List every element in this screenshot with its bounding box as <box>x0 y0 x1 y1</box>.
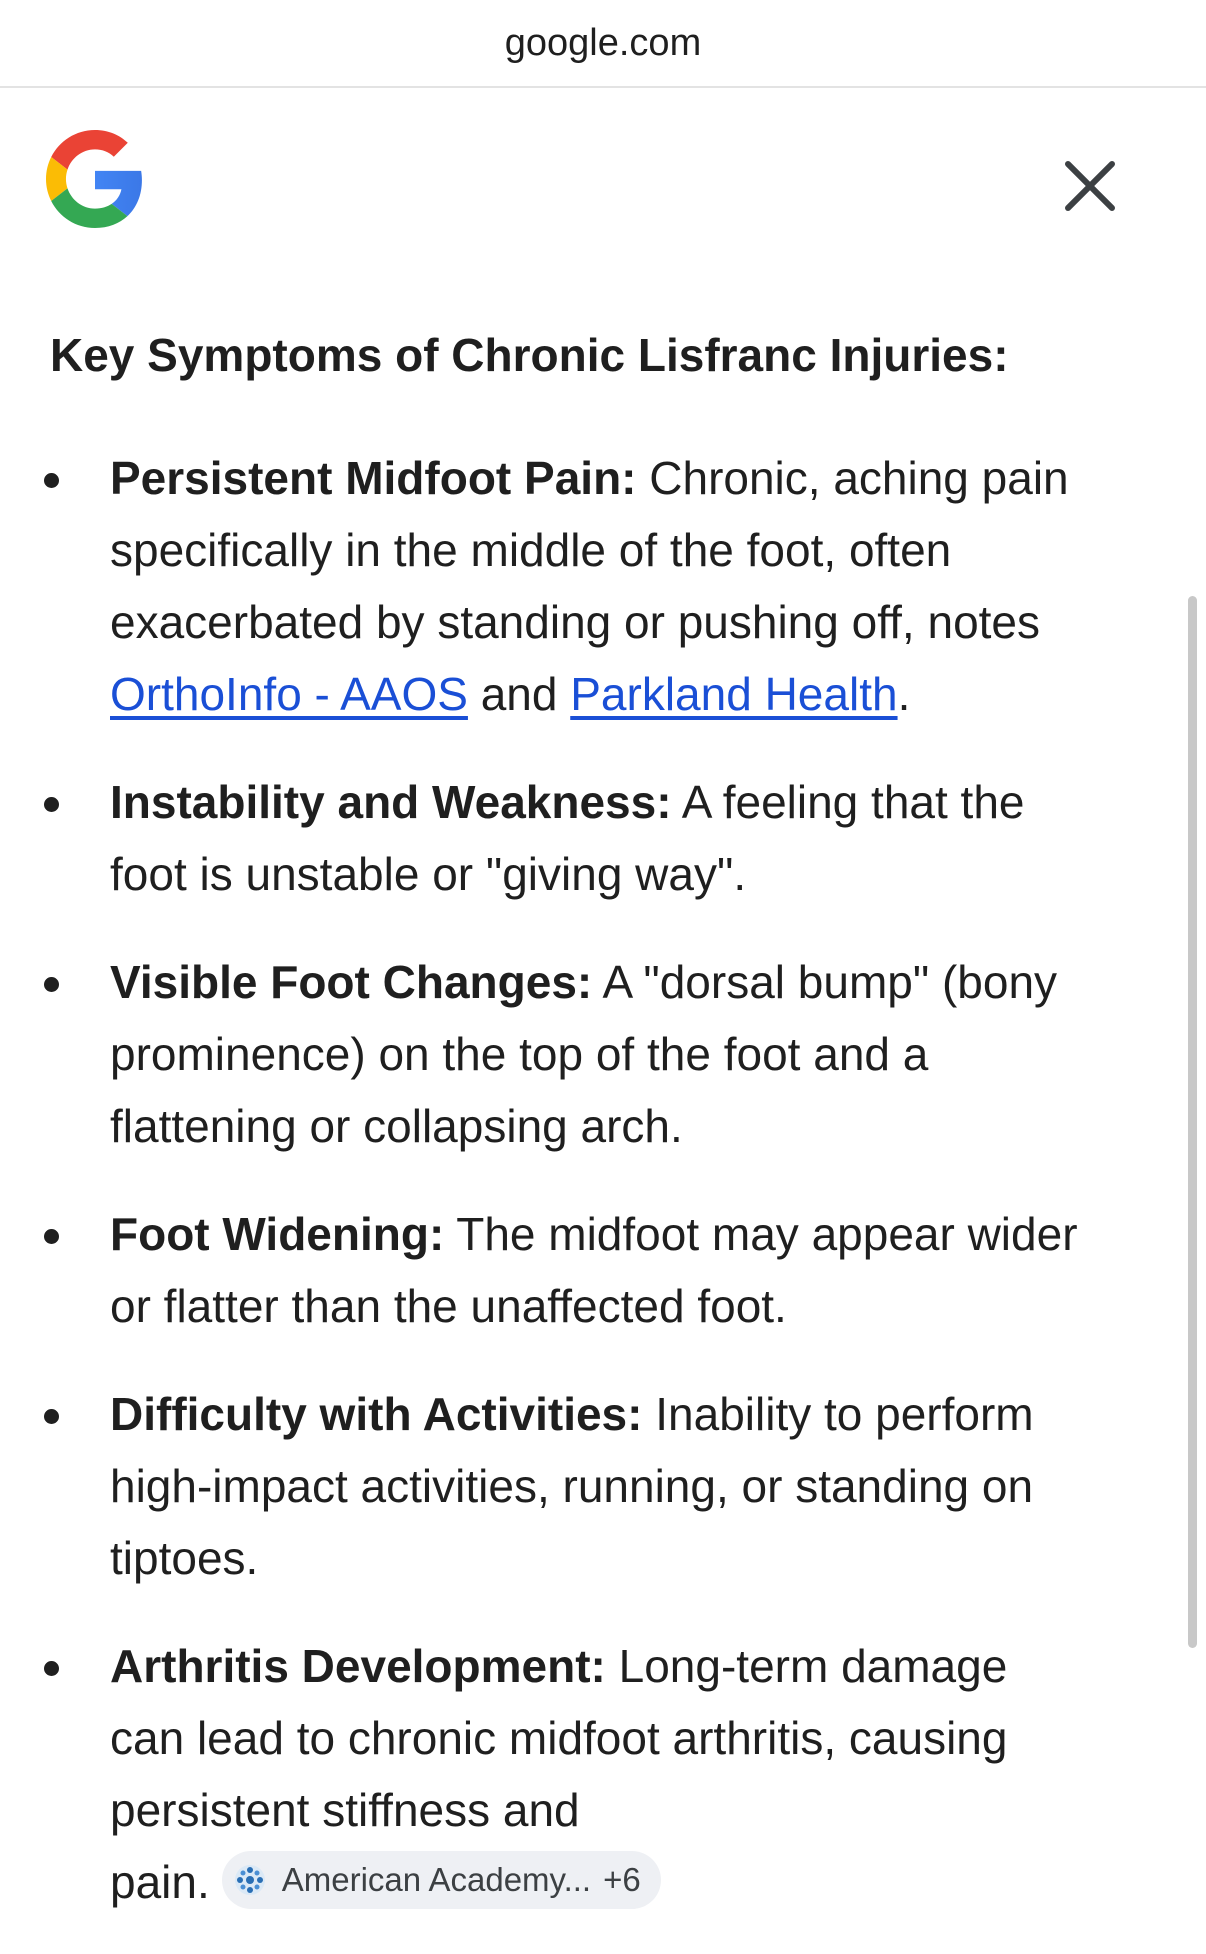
source-chip[interactable] <box>222 1851 661 1909</box>
symptom-item-visible-changes <box>0 946 1206 1162</box>
symptom-text: exacerbated by standing or pushing off, notes <box>110 596 1041 648</box>
symptom-item-instability <box>0 766 1206 910</box>
browser-url-bar[interactable] <box>0 0 1206 88</box>
symptom-item-arthritis <box>0 1630 1206 1918</box>
symptom-term: Foot Widening: <box>110 1208 445 1260</box>
symptom-term: Visible Foot Changes: <box>110 956 593 1008</box>
bullet <box>44 1229 59 1244</box>
parkland-health-link[interactable]: Parkland Health <box>570 668 898 720</box>
symptom-term: Arthritis Development: <box>110 1640 606 1692</box>
symptom-text: A feeling that the <box>671 776 1025 828</box>
symptom-text: tiptoes. <box>110 1532 259 1584</box>
bullet <box>44 977 59 992</box>
close-x-icon[interactable] <box>1060 156 1120 216</box>
source-chip-count: +6 <box>603 1860 641 1898</box>
symptom-text: Long-term damage <box>605 1640 1008 1692</box>
symptom-item-foot-widening <box>0 1198 1206 1342</box>
symptom-term: Persistent Midfoot Pain: <box>110 452 637 504</box>
bullet <box>44 1661 59 1676</box>
url-text: google.com <box>504 22 702 64</box>
symptom-text: flattening or collapsing arch. <box>110 1100 683 1152</box>
symptom-list <box>0 442 1206 1954</box>
aaos-logo-icon <box>232 1862 268 1898</box>
section-heading: Key Symptoms of Chronic Lisfranc Injuries: <box>50 329 1009 381</box>
symptom-text: or flatter than the unaffected foot. <box>110 1280 787 1332</box>
symptom-text: can lead to chronic midfoot arthritis, causing <box>110 1712 1008 1764</box>
scrollbar[interactable] <box>1188 596 1197 1648</box>
source-chip-label: American Academy... <box>281 1860 592 1898</box>
symptom-text: foot is unstable or "giving way". <box>110 848 747 900</box>
symptom-text: The midfoot may appear wider <box>444 1208 1078 1260</box>
symptom-text: Chronic, aching pain <box>636 452 1069 504</box>
symptom-text: and <box>467 668 571 720</box>
google-g-logo-icon <box>46 130 144 228</box>
symptom-item-midfoot-pain <box>0 442 1206 730</box>
bullet <box>44 797 59 812</box>
symptom-text: prominence) on the top of the foot and a <box>110 1028 929 1080</box>
bullet <box>44 473 59 488</box>
symptom-text: high-impact activities, running, or standing on <box>110 1460 1034 1512</box>
bullet <box>44 1409 59 1424</box>
symptom-text: pain. <box>110 1856 210 1908</box>
symptom-text: specifically in the middle of the foot, often <box>110 524 952 576</box>
orthoinfo-link[interactable]: OrthoInfo - AAOS <box>110 668 468 720</box>
symptom-text: Inability to perform <box>642 1388 1034 1440</box>
symptom-term: Instability and Weakness: <box>110 776 672 828</box>
symptom-text: persistent stiffness and <box>110 1784 580 1836</box>
symptom-item-activities <box>0 1378 1206 1594</box>
symptom-term: Difficulty with Activities: <box>110 1388 643 1440</box>
symptom-text: A "dorsal bump" (bony <box>592 956 1058 1008</box>
symptom-text: . <box>897 668 911 720</box>
